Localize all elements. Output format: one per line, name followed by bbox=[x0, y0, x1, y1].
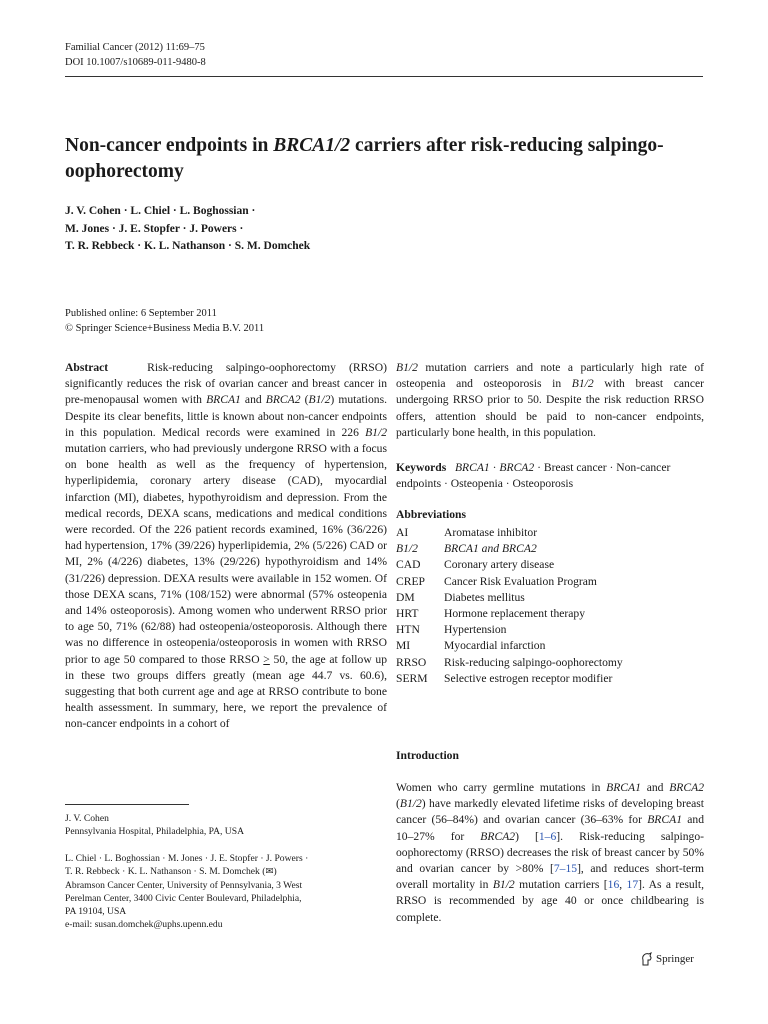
intro-text: and 10–27% for bbox=[396, 813, 705, 843]
abbreviation-key: MI bbox=[396, 639, 411, 653]
intro-text: ], and reduces short-term overall mortality in bbox=[396, 862, 704, 892]
abbreviation-row bbox=[396, 525, 704, 541]
citation-link[interactable]: 7–15 bbox=[553, 862, 578, 876]
header-rule bbox=[65, 76, 703, 77]
abbreviation-definition: Hypertension bbox=[444, 623, 507, 637]
abbreviations-list bbox=[396, 525, 704, 687]
footnote-cohen bbox=[65, 812, 387, 839]
footnote-email[interactable]: e-mail: susan.domchek@uphs.upenn.edu bbox=[65, 919, 223, 931]
keyword: BRCA1 bbox=[454, 461, 490, 474]
gene-name: B1/2 bbox=[308, 393, 331, 407]
footnote-affiliation: Pennsylvania Hospital, Philadelphia, PA, USA bbox=[65, 826, 244, 838]
intro-text: Women who carry germline mutations in bbox=[396, 781, 607, 794]
keywords bbox=[396, 460, 704, 492]
published-date: Published online: 6 September 2011 bbox=[65, 308, 217, 319]
intro-text: mutation carriers [ bbox=[514, 878, 608, 892]
abstract-text: and bbox=[240, 393, 266, 407]
abbreviation-key: AI bbox=[396, 526, 409, 539]
abstract-text: with breast cancer undergoing RRSO prior to 50. Despite the risk reduction RRSO offers, attention should be paid to non-cancer endpoints, particularly bone health, in this population. bbox=[396, 377, 704, 439]
abbreviation-row bbox=[396, 557, 704, 573]
abbreviation-definition: Risk-reducing salpingo-oophorectomy bbox=[444, 655, 623, 669]
keyword-separator: · bbox=[489, 461, 500, 474]
abbreviation-key: SERM bbox=[396, 671, 428, 685]
author-line-3: T. R. Rebbeck · K. L. Nathanson · S. M. Domchek bbox=[65, 240, 311, 252]
abbreviation-row bbox=[396, 638, 704, 654]
abstract-left-column bbox=[65, 360, 387, 733]
intro-text: ) [ bbox=[515, 829, 539, 843]
footnote-line: Perelman Center, 3400 Civic Center Boulevard, Philadelphia, bbox=[65, 892, 302, 904]
gene-name: B1/2 bbox=[365, 425, 387, 439]
footnote-line: T. R. Rebbeck · K. L. Nathanson · S. M. Domchek (✉) bbox=[65, 866, 277, 878]
abbreviation-definition: Hormone replacement therapy bbox=[444, 607, 585, 621]
abbreviation-definition: Selective estrogen receptor modifier bbox=[444, 671, 613, 685]
abstract-text: ( bbox=[300, 393, 309, 407]
abbreviation-definition: Diabetes mellitus bbox=[444, 590, 525, 604]
gene-name: BRCA1 bbox=[647, 813, 682, 827]
abbreviation-key: B1/2 bbox=[396, 542, 418, 556]
journal-citation: Familial Cancer (2012) 11:69–75 bbox=[65, 42, 205, 53]
footnote-line: L. Chiel · L. Boghossian · M. Jones · J. E. Stopfer · J. Powers · bbox=[65, 853, 309, 864]
gene-name: B1/2 bbox=[396, 361, 418, 374]
footnote-name: J. V. Cohen bbox=[65, 813, 109, 824]
abbreviation-key: HRT bbox=[396, 607, 419, 621]
greater-equal-symbol: > bbox=[263, 652, 270, 666]
abbreviation-key: CAD bbox=[396, 558, 421, 572]
footnote-correspondence bbox=[65, 852, 387, 932]
gene-name: B1/2 bbox=[399, 797, 422, 811]
introduction-text bbox=[396, 780, 704, 926]
abstract-text: Risk-reducing salpingo-oophorectomy (RRSO) significantly reduces the risk of ovarian cancer and breast cancer in pre-menopausal women with bbox=[65, 361, 387, 407]
gene-name: B1/2 bbox=[571, 377, 594, 391]
publisher-logo bbox=[640, 952, 694, 966]
intro-text: ]. As a result, RRSO is recommended by age 40 or once childbearing is complete. bbox=[396, 878, 705, 924]
keyword: BRCA2 bbox=[499, 461, 535, 474]
abstract-text: mutation carriers, who had previously undergone RRSO with a focus on bone health as well as the frequency of hypertension, hyperlipidemia, coronary artery disease (CAD), myocardial infarction (MI), diabetes, hypothyroidism and depression. From the medical records, DEXA scans, medications and medical conditions were recorded. Of the 226 patient records examined, 16% (36/226) had hypertension, 17% (39/226) hyperlipidemia, 2% (5/226) CAD or MI, 2% (4/226) diabetes, 13% (29/226) hypothyroidism and 14% (31/226) depression. DEXA results were available in 152 women. Of those DEXA scans, 71% (108/152) were abnormal (57% osteopenia and 14% osteoporosis). Among women who underwent RRSO prior to age 50, 71% (62/88) had osteopenia/osteoporosis. Although there was no difference in osteopenia/osteoporosis in women with RRSO prior to age 50 compared to those RRSO bbox=[65, 442, 387, 666]
publisher-name: Springer bbox=[656, 953, 694, 965]
title-gene: BRCA1/2 bbox=[273, 135, 351, 156]
abstract-text: ) mutations. Despite its clear benefits, little is known about non-cancer endpoints in this population. Medical records were examined in 226 bbox=[65, 393, 387, 439]
abbreviation-key: RRSO bbox=[396, 655, 427, 669]
abbreviation-definition: BRCA1 and BRCA2 bbox=[444, 542, 537, 556]
springer-horse-icon bbox=[640, 952, 653, 966]
author-line-1: J. V. Cohen · L. Chiel · L. Boghossian · bbox=[65, 205, 256, 217]
copyright: © Springer Science+Business Media B.V. 2011 bbox=[65, 323, 265, 334]
article-title bbox=[65, 133, 705, 185]
citation-link[interactable]: 1–6 bbox=[538, 829, 557, 843]
intro-text: , bbox=[619, 878, 627, 892]
intro-text: ( bbox=[396, 797, 400, 811]
citation-link[interactable]: 16 bbox=[607, 878, 620, 892]
abbreviation-definition: Myocardial infarction bbox=[444, 639, 546, 653]
abbreviation-key: HTN bbox=[396, 623, 420, 637]
gene-name: BRCA2 bbox=[669, 781, 704, 794]
intro-text: ]. Risk-reducing salpingo-oophorectomy (RRSO) decreases the risk of breast cancer by 50% and ovarian cancer by >80% [ bbox=[396, 829, 704, 876]
abbreviation-row bbox=[396, 541, 704, 557]
introduction-heading: Introduction bbox=[396, 749, 459, 762]
abstract-right-column bbox=[396, 360, 704, 441]
publication-info bbox=[65, 306, 264, 336]
title-part1: Non-cancer endpoints in bbox=[65, 135, 274, 156]
abbreviation-row bbox=[396, 655, 704, 671]
author-list bbox=[65, 203, 705, 256]
gene-name: B1/2 bbox=[492, 878, 515, 892]
abstract-paragraph bbox=[65, 360, 387, 733]
keyword: · Breast cancer · Non-cancer endpoints · Osteopenia · Osteoporosis bbox=[396, 461, 671, 491]
footnote-line: Abramson Cancer Center, University of Pennsylvania, 3 West bbox=[65, 879, 303, 891]
doi: DOI 10.1007/s10689-011-9480-8 bbox=[65, 57, 206, 68]
footnote-line: PA 19104, USA bbox=[65, 906, 127, 918]
abbreviation-key: DM bbox=[396, 590, 415, 604]
footnote-rule bbox=[65, 804, 189, 805]
citation-link[interactable]: 17 bbox=[626, 878, 639, 892]
abstract-heading: Abstract bbox=[65, 361, 109, 374]
abbreviation-row bbox=[396, 590, 704, 606]
intro-text: and bbox=[640, 781, 670, 794]
gene-name: BRCA2 bbox=[480, 829, 516, 843]
abbreviation-row bbox=[396, 574, 704, 590]
abstract-text: 50, the age at follow up in these two groups differs greatly (mean age 44.7 vs. 60.6), suggesting that both current age and age at RRSO contribute to bone health assessment. In summary, here, we report the prevalence of non-cancer endpoints in a cohort of bbox=[65, 652, 387, 731]
abbreviation-key: CREP bbox=[396, 574, 425, 588]
abstract-continued bbox=[396, 360, 704, 441]
abbreviation-row bbox=[396, 606, 704, 622]
journal-header bbox=[65, 40, 206, 70]
abbreviation-definition: Cancer Risk Evaluation Program bbox=[444, 574, 597, 588]
abbreviation-definition: Coronary artery disease bbox=[444, 558, 555, 572]
title-part2: carriers after risk-reducing salpingo-oophorectomy bbox=[65, 135, 664, 182]
abstract-text: mutation carriers and note a particularly high rate of osteopenia and osteoporosis in bbox=[396, 361, 704, 391]
gene-name: BRCA1 bbox=[206, 393, 241, 407]
abbreviation-row bbox=[396, 671, 704, 687]
author-line-2: M. Jones · J. E. Stopfer · J. Powers · bbox=[65, 222, 244, 235]
intro-text: ) have markedly elevated lifetime risks of developing breast cancer (56–84%) and ovarian cancer (36–63% for bbox=[396, 797, 704, 827]
abbreviation-definition: Aromatase inhibitor bbox=[444, 526, 538, 539]
gene-name: BRCA1 bbox=[606, 781, 641, 794]
gene-name: BRCA2 bbox=[265, 393, 301, 407]
keywords-heading: Keywords bbox=[396, 461, 447, 474]
abbreviations-heading: Abbreviations bbox=[396, 508, 467, 521]
abbreviation-row bbox=[396, 622, 704, 638]
